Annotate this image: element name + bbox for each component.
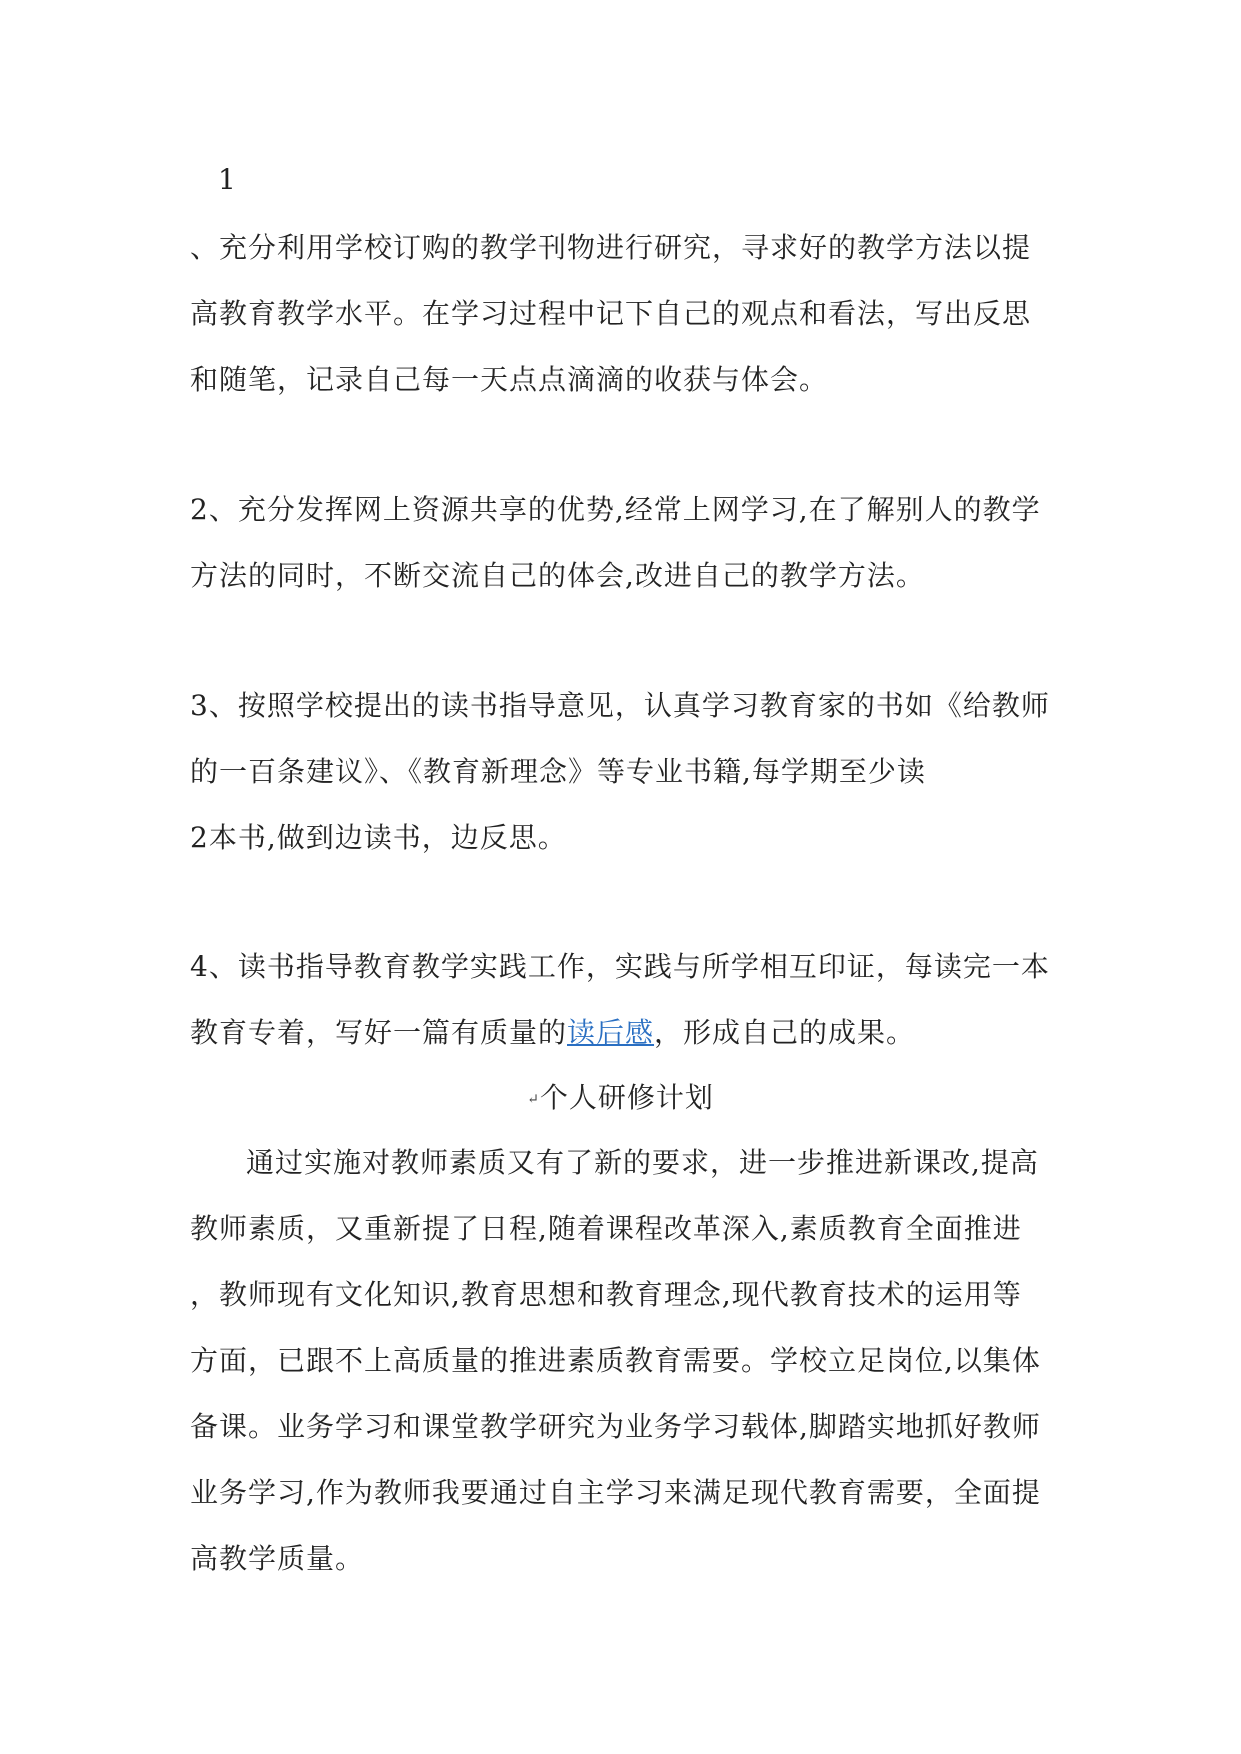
- text-segment: 通过实施对教师素质又有了新的要求，进一步推进新课改,提高: [246, 1146, 1039, 1179]
- text-line: 4、读书指导教育教学实践工作，实践与所学相互印证，每读完一本: [190, 950, 1050, 983]
- text-line: 和随笔，记录自己每一天点点滴滴的收获与体会。: [190, 363, 829, 396]
- text-line: 2本书,做到边读书，边反思。: [190, 821, 567, 854]
- text-line: 、充分利用学校订购的教学刊物进行研究，寻求好的教学方法以提: [190, 231, 1032, 264]
- paragraph-item-1: [190, 215, 1060, 413]
- section-title: [0, 1068, 1241, 1130]
- text-line: 2、充分发挥网上资源共享的优势,经常上网学习,在了解别人的教学: [190, 493, 1041, 526]
- section-title-text: 个人研修计划: [539, 1081, 714, 1114]
- text-line: [190, 1130, 1060, 1196]
- paragraph-study-plan: [190, 1130, 1060, 1592]
- text-line-with-link: [190, 1000, 1060, 1066]
- text-line: 备课。业务学习和课堂教学研究为业务学习载体,脚踏实地抓好教师: [190, 1410, 1041, 1443]
- text-segment: ，形成自己的成果。: [654, 1016, 916, 1049]
- review-link[interactable]: 读后感: [567, 1016, 655, 1049]
- text-segment: 教育专着，写好一篇有质量的: [190, 1016, 568, 1049]
- item-number-1: 1: [218, 163, 236, 196]
- text-line: ，教师现有文化知识,教育思想和教育理念,现代教育技术的运用等: [190, 1278, 1022, 1311]
- text-line: 3、按照学校提出的读书指导意见，认真学习教育家的书如《给教师: [190, 689, 1050, 722]
- text-line: 方面，已跟不上高质量的推进素质教育需要。学校立足岗位,以集体: [190, 1344, 1041, 1377]
- text-line: 教师素质，又重新提了日程,随着课程改革深入,素质教育全面推进: [190, 1212, 1022, 1245]
- text-line: 的一百条建议》、《教育新理念》等专业书籍,每学期至少读: [190, 755, 926, 788]
- paragraph-item-3: [190, 673, 1060, 871]
- text-line: 高教学质量。: [190, 1542, 365, 1575]
- paragraph-item-2: [190, 477, 1060, 609]
- text-line: 方法的同时，不断交流自己的体会,改进自己的教学方法。: [190, 559, 925, 592]
- paragraph-item-4: [190, 934, 1060, 1066]
- text-line: 业务学习,作为教师我要通过自主学习来满足现代教育需要，全面提: [190, 1476, 1041, 1509]
- paragraph-mark-icon: ↵: [527, 1091, 540, 1108]
- text-line: 高教育教学水平。在学习过程中记下自己的观点和看法，写出反思: [190, 297, 1032, 330]
